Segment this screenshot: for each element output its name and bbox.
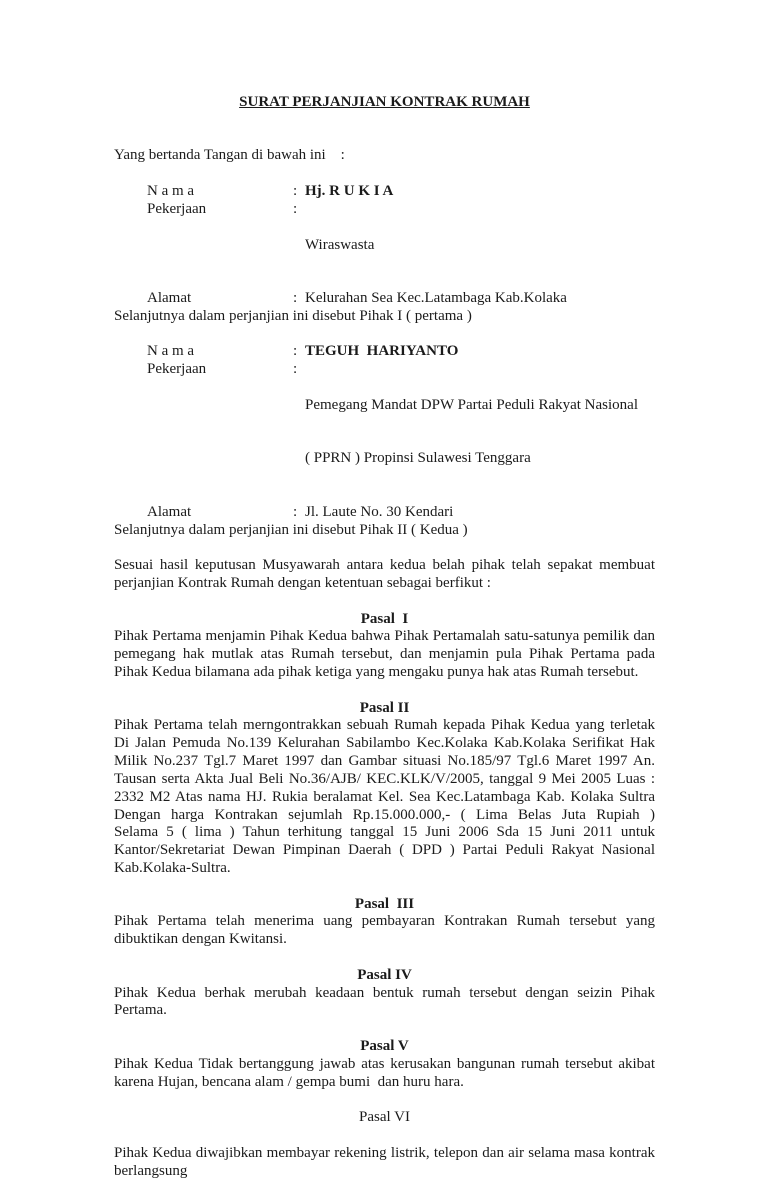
pihak-2-sebutan: Selanjutnya dalam perjanjian ini disebut Pihak II ( Kedua )	[114, 521, 468, 538]
pasal-1-section	[114, 611, 655, 682]
pihak-2-block	[114, 343, 655, 539]
paragraph-line: karena Hujan, bencana alam / gempa bumi dan huru hara.	[114, 1073, 464, 1090]
pihak-2-alamat-row	[114, 504, 655, 522]
pihak-2-nama-value: TEGUH HARIYANTO	[305, 343, 459, 360]
pihak-1-alamat-row	[114, 290, 655, 308]
paragraph-line: Pihak Kedua berhak merubah keadaan bentuk rumah tersebut dengan seizin Pihak	[114, 984, 655, 1001]
pihak-2-alamat-value: Jl. Laute No. 30 Kendari	[305, 503, 454, 520]
pasal-5-section	[114, 1038, 655, 1091]
pihak-1-nama-value: Hj. R U K I A	[305, 183, 394, 200]
pihak-1-pekerjaan-row	[114, 201, 655, 290]
colon: :	[293, 200, 298, 217]
colon: :	[293, 183, 298, 200]
pihak-1-alamat-value: Kelurahan Sea Kec.Latambaga Kab.Kolaka	[305, 289, 567, 306]
paragraph-line: Kab.Kolaka-Sultra.	[114, 859, 231, 876]
pekerjaan-line: ( PPRN ) Propinsi Sulawesi Tenggara	[305, 450, 531, 467]
paragraph-line: Pihak Kedua bilamana ada pihak ketiga yang mengaku punya hak atas Rumah tersebut.	[114, 664, 639, 680]
paragraph-line: berlangsung	[114, 1162, 188, 1179]
pekerjaan-line: Pemegang Mandat DPW Partai Peduli Rakyat Nasional	[305, 396, 638, 413]
pasal-heading: Pasal IV	[357, 966, 412, 983]
paragraph-line: Milik No.237 Tgl.7 Maret 1997 dan Gambar situasi No.185/97 Tgl.6 Maret 1997 An.	[114, 753, 655, 770]
pasal-heading: Pasal I	[360, 610, 409, 627]
paragraph-line: 2332 M2 Atas nama HJ. Rukia beralamat Kel. Sea Kec.Latambaga Kab. Kolaka Sultra	[114, 788, 655, 805]
paragraph-line: perjanjian Kontrak Rumah dengan ketentuan sebagai berfikut :	[114, 574, 491, 591]
paragraph-line: Tausan serta Akta Jual Beli No.36/AJB/ KEC.KLK/V/2005, tanggal 9 Mei 2005 Luas :	[114, 770, 655, 787]
document-title	[114, 94, 655, 112]
pasal-heading: Pasal III	[354, 895, 415, 912]
paragraph-line: Pihak Kedua Tidak bertanggung jawab atas kerusakan bangunan rumah tersebut akibat	[114, 1055, 655, 1072]
pihak-2-pekerjaan-value	[305, 361, 655, 504]
title-text: SURAT PERJANJIAN KONTRAK RUMAH	[239, 94, 530, 110]
pasal-4-section	[114, 967, 655, 1020]
paragraph-line: Pihak Pertama telah menerima uang pembayaran Kontrakan Rumah tersebut yang	[114, 913, 655, 930]
nama-label: N a m a	[147, 343, 195, 360]
paragraph-line: Dengan harga Kontrakan sejumlah Rp.15.000.000,- ( Lima Belas Juta Rupiah )	[114, 806, 655, 823]
document-page	[114, 94, 655, 1181]
pekerjaan-label: Pekerjaan	[147, 361, 207, 378]
pasal-heading: Pasal II	[359, 699, 410, 716]
pihak-1-block	[114, 183, 655, 326]
alamat-label: Alamat	[147, 503, 192, 520]
paragraph-line: Pertama.	[114, 1002, 167, 1019]
intro-line: Yang bertanda Tangan di bawah ini :	[114, 147, 345, 164]
pasal-3-section	[114, 896, 655, 949]
pihak-1-pekerjaan-value	[305, 201, 655, 290]
pasal-2-section	[114, 700, 655, 878]
colon: :	[293, 343, 298, 360]
colon: :	[293, 503, 298, 520]
pekerjaan-line: Wiraswasta	[305, 236, 375, 253]
pihak-2-pekerjaan-row	[114, 361, 655, 504]
paragraph-line: pemegang hak mutlak atas Rumah tersebut, dan menjamin pula Pihak Pertama pada	[114, 646, 655, 663]
nama-label: N a m a	[147, 183, 195, 200]
paragraph-line: Kantor/Sekretariat Dewan Pimpinan Daerah ( DPD ) Partai Peduli Rakyat Nasional	[114, 842, 655, 859]
colon: :	[293, 289, 298, 306]
pasal-6-section	[114, 1109, 655, 1180]
pasal-heading: Pasal V	[360, 1038, 409, 1055]
pekerjaan-label: Pekerjaan	[147, 200, 207, 217]
pihak-1-sebutan: Selanjutnya dalam perjanjian ini disebut Pihak I ( pertama )	[114, 307, 472, 324]
pihak-1-nama-row	[114, 183, 655, 201]
paragraph-line: dibuktikan dengan Kwitansi.	[114, 931, 287, 948]
paragraph-line: Sesuai hasil keputusan Musyawarah antara kedua belah pihak telah sepakat membuat	[114, 557, 655, 574]
colon: :	[293, 361, 298, 378]
pasal-heading: Pasal VI	[359, 1109, 410, 1126]
alamat-label: Alamat	[147, 289, 192, 306]
paragraph-line: Selama 5 ( lima ) Tahun terhitung tanggal 15 Juni 2006 Sda 15 Juni 2011 untuk	[114, 824, 655, 841]
paragraph-line: Pihak Kedua diwajibkan membayar rekening listrik, telepon dan air selama masa kontrak	[114, 1144, 655, 1161]
pihak-2-nama-row	[114, 343, 655, 361]
paragraph-line: Di Jalan Pemuda No.139 Kelurahan Sabilambo Kec.Kolaka Kab.Kolaka Serifikat Hak	[114, 735, 655, 752]
paragraph-line: Pihak Pertama menjamin Pihak Kedua bahwa Pihak Pertamalah satu-satunya pemilik dan	[114, 628, 655, 645]
paragraph-line: Pihak Pertama telah merngontrakkan sebuah Rumah kepada Pihak Kedua yang terletak	[114, 717, 655, 734]
opening-paragraph	[114, 557, 655, 593]
